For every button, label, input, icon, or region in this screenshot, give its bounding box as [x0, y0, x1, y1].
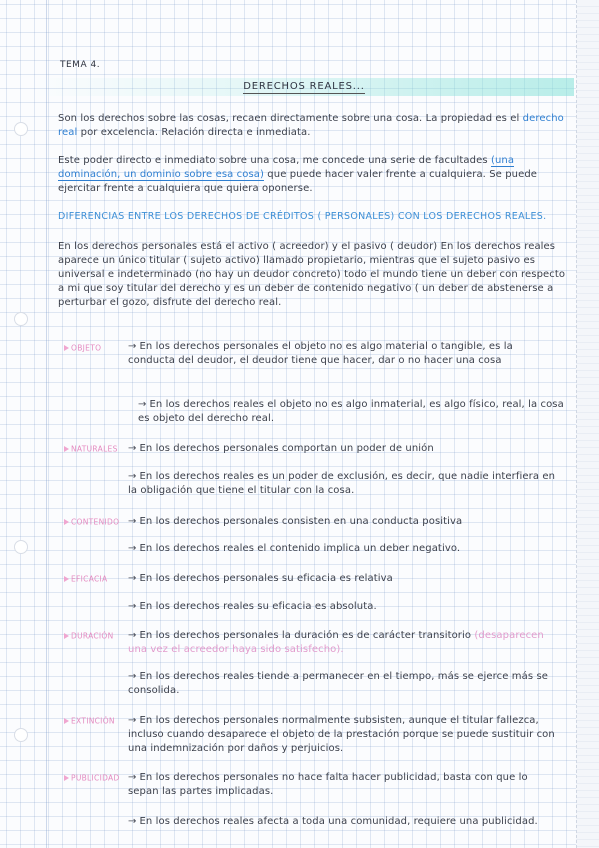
category-label: NATURALES — [71, 444, 118, 454]
category-label: PUBLICIDAD — [71, 773, 120, 783]
comparison-text: En los derechos reales tiende a permanecer en el tiempo, más se ejerce más se consolida. — [128, 671, 549, 696]
duracion-personal — [128, 629, 558, 657]
eficacia-real — [128, 600, 558, 614]
objeto-real — [138, 398, 568, 426]
triangle-bullet-icon — [64, 345, 69, 351]
triangle-bullet-icon — [64, 576, 69, 582]
eficacia-personal — [128, 572, 558, 586]
triangle-bullet-icon — [64, 633, 69, 639]
topic-label: TEMA 4. — [60, 60, 101, 70]
perforated-edge — [576, 0, 599, 848]
arrow-icon: → — [128, 630, 137, 641]
comparison-text: En los derechos personales normalmente subsisten, aunque el titular fallezca, incluso cuando desaparece el objeto de la prestación porque se puede sustituir con una indemnización por daños y perjuicios. — [128, 715, 555, 754]
binder-hole — [14, 540, 28, 554]
category-label: CONTENIDO — [71, 517, 120, 527]
comparison-text: En los derechos reales afecta a toda una comunidad, requiere una publicidad. — [139, 816, 538, 827]
page-title: DERECHOS REALES... — [243, 80, 365, 92]
category-label: EXTINCIÓN — [71, 716, 115, 726]
comparison-text: En los derechos personales no hace falta hacer publicidad, basta con que lo sepan las partes implicadas. — [128, 772, 528, 797]
intro-text: por excelencia. Relación directa e inmediata. — [77, 127, 311, 138]
arrow-icon: → — [128, 543, 137, 554]
category-contenido — [64, 517, 119, 527]
duration-note: (desaparecen una vez el acreedor haya sido satisfecho). — [128, 630, 544, 655]
naturales-personal — [128, 442, 558, 456]
derecho-real-term: derecho real — [58, 113, 564, 138]
comparison-text: En los derechos personales su eficacia es relativa — [139, 573, 393, 584]
intro-text: Son los derechos sobre las cosas, recaen directamente sobre una cosa. La propiedad es el — [58, 113, 523, 124]
section-heading: DIFERENCIAS ENTRE LOS DERECHOS DE CRÉDITOS ( PERSONALES) CON LOS DERECHOS REALES. — [58, 211, 547, 222]
extincion-personal — [128, 714, 558, 756]
contenido-real — [128, 542, 558, 556]
comparison-text: En los derechos reales el contenido implica un deber negativo. — [139, 543, 461, 554]
publicidad-real — [128, 815, 558, 829]
dominion-highlight: (una dominación, un dominio sobre esa cosa) — [58, 155, 515, 180]
comparison-text: En los derechos personales la duración es de carácter transitorio — [139, 630, 475, 641]
arrow-icon: → — [128, 601, 137, 612]
arrow-icon: → — [128, 816, 137, 827]
arrow-icon: → — [128, 471, 137, 482]
comparison-text: En los derechos personales el objeto no es algo material o tangible, es la conducta del deudor, el deudor tiene que hacer, dar o no hacer una cosa — [128, 341, 513, 366]
category-duracion — [64, 631, 114, 641]
margin-line — [46, 0, 47, 848]
arrow-icon: → — [128, 443, 137, 454]
objeto-personal — [128, 340, 558, 368]
arrow-icon: → — [128, 516, 137, 527]
category-naturales — [64, 444, 118, 454]
category-label: DURACIÓN — [71, 631, 114, 641]
title-highlight — [34, 78, 574, 96]
intro-text: que puede hacer valer frente a cualquiera. Se puede ejercitar frente a cualquiera que quiera oponerse. — [58, 169, 538, 194]
comparison-text: En los derechos personales consisten en una conducta positiva — [139, 516, 463, 527]
binder-hole — [14, 122, 28, 136]
arrow-icon: → — [128, 573, 137, 584]
category-eficacia — [64, 574, 107, 584]
arrow-icon: → — [128, 341, 137, 352]
contenido-personal — [128, 515, 558, 529]
comparison-text: En los derechos personales comportan un poder de unión — [139, 443, 434, 454]
section-paragraph: En los derechos personales está el activo ( acreedor) y el pasivo ( deudor) En los derechos reales aparece un único titular ( sujeto activo) llamado propietario, mientras que el sujeto pasivo es universal e indeterminado (no hay un deudor concreto) todo el mundo tiene un deber con respecto a mi que soy titular del derecho y es un deber de contenido negativo ( un deber de abstenerse a perturbar el gozo, disfrute del derecho real. — [58, 241, 566, 308]
triangle-bullet-icon — [64, 519, 69, 525]
intro-paragraph-1 — [58, 112, 568, 140]
duracion-real — [128, 670, 558, 698]
comparison-text: En los derechos reales el objeto no es algo inmaterial, es algo físico, real, la cosa es objeto del derecho real. — [138, 399, 564, 424]
category-extincion — [64, 716, 115, 726]
category-label: EFICACIA — [71, 574, 108, 584]
binder-hole — [14, 312, 28, 326]
category-objeto — [64, 343, 101, 353]
triangle-bullet-icon — [64, 718, 69, 724]
arrow-icon: → — [128, 772, 137, 783]
category-label: OBJETO — [71, 343, 102, 353]
comparison-text: En los derechos reales su eficacia es absoluta. — [139, 601, 377, 612]
binder-hole — [14, 728, 28, 742]
publicidad-personal — [128, 771, 558, 799]
intro-paragraph-2 — [58, 154, 568, 196]
arrow-icon: → — [128, 715, 137, 726]
category-publicidad — [64, 773, 120, 783]
triangle-bullet-icon — [64, 446, 69, 452]
triangle-bullet-icon — [64, 775, 69, 781]
intro-text: Este poder directo e inmediato sobre una cosa, me concede una serie de facultades — [58, 155, 491, 166]
arrow-icon: → — [138, 399, 147, 410]
naturales-real — [128, 470, 558, 498]
arrow-icon: → — [128, 671, 137, 682]
comparison-text: En los derechos reales es un poder de exclusión, es decir, que nadie interfiera en la obligación que tiene el titular con la cosa. — [128, 471, 556, 496]
